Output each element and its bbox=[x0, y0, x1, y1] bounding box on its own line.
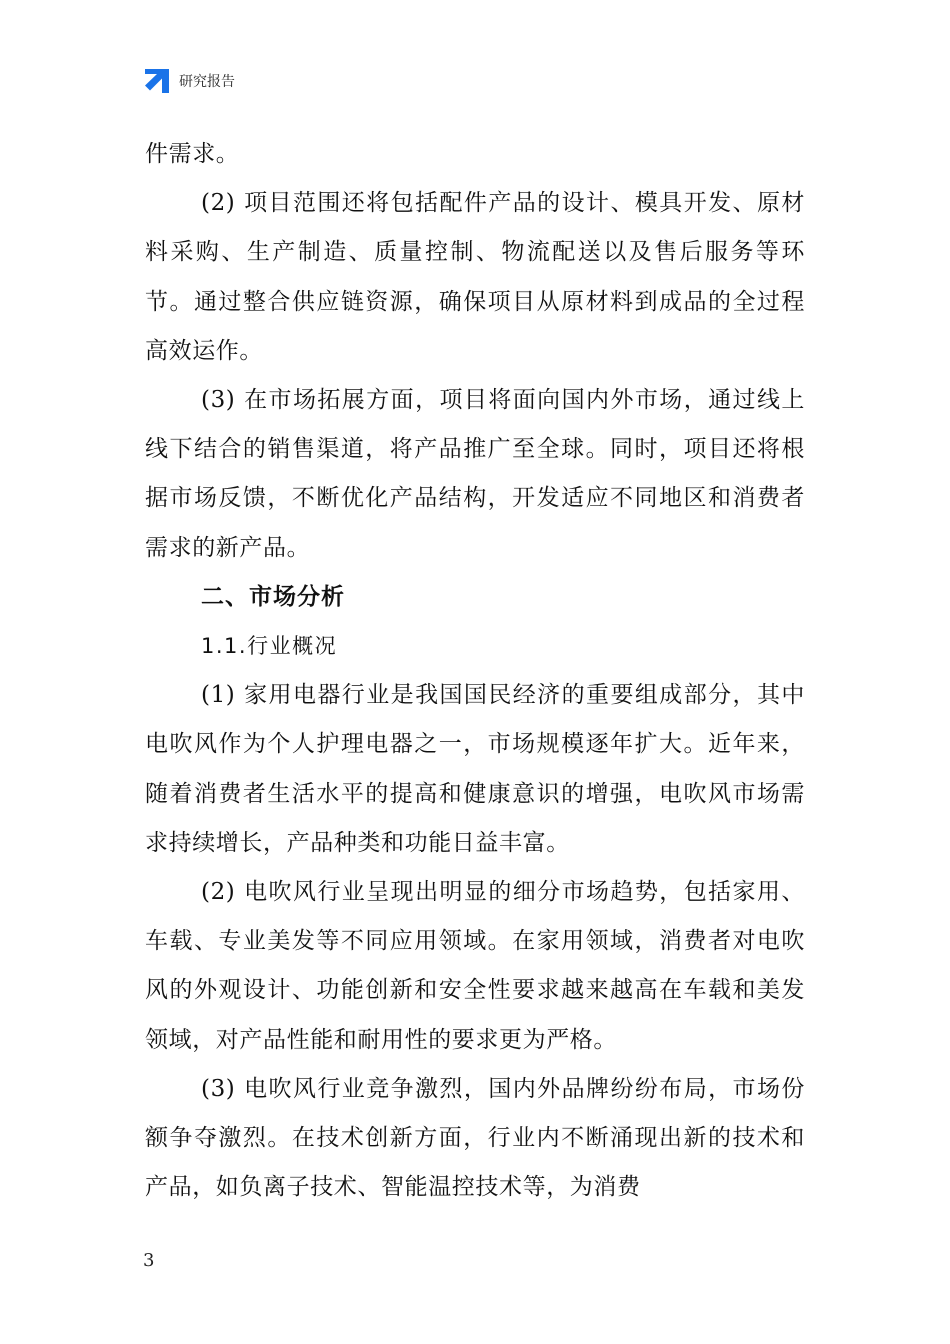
paragraph-industry-1: (1) 家用电器行业是我国国民经济的重要组成部分，其中电吹风作为个人护理电器之一，市场规模逐年扩大。近年来，随着消费者生活水平的提高和健康意识的增强，电吹风市场需求持续增长，产品种类和功能日益丰富。 bbox=[145, 682, 805, 856]
page-header bbox=[143, 66, 235, 96]
subsection-heading-industry-overview: 1.1.行业概况 bbox=[201, 634, 338, 659]
paragraph-industry-2: (2) 电吹风行业呈现出明显的细分市场趋势，包括家用、车载、专业美发等不同应用领域。在家用领域，消费者对电吹风的外观设计、功能创新和安全性要求越来越高在车载和美发领域，对产品性能和耐用性的要求更为严格。 bbox=[145, 879, 805, 1053]
paragraph-scope-2: (2) 项目范围还将包括配件产品的设计、模具开发、原材料采购、生产制造、质量控制、物流配送以及售后服务等环节。通过整合供应链资源，确保项目从原材料到成品的全过程高效运作。 bbox=[145, 190, 805, 364]
header-title: 研究报告 bbox=[179, 74, 235, 90]
section-heading-market-analysis: 二、市场分析 bbox=[201, 583, 345, 610]
arrow-up-right-logo-icon bbox=[143, 67, 171, 95]
page-number: 3 bbox=[143, 1250, 155, 1271]
document-body bbox=[145, 130, 805, 1212]
paragraph-continuation: 件需求。 bbox=[145, 141, 240, 167]
paragraph-industry-3: (3) 电吹风行业竞争激烈，国内外品牌纷纷布局，市场份额争夺激烈。在技术创新方面，行业内不断涌现出新的技术和产品，如负离子技术、智能温控技术等，为消费 bbox=[145, 1075, 805, 1201]
paragraph-scope-3: (3) 在市场拓展方面，项目将面向国内外市场，通过线上线下结合的销售渠道，将产品推广至全球。同时，项目还将根据市场反馈，不断优化产品结构，开发适应不同地区和消费者需求的新产品。 bbox=[145, 387, 805, 561]
